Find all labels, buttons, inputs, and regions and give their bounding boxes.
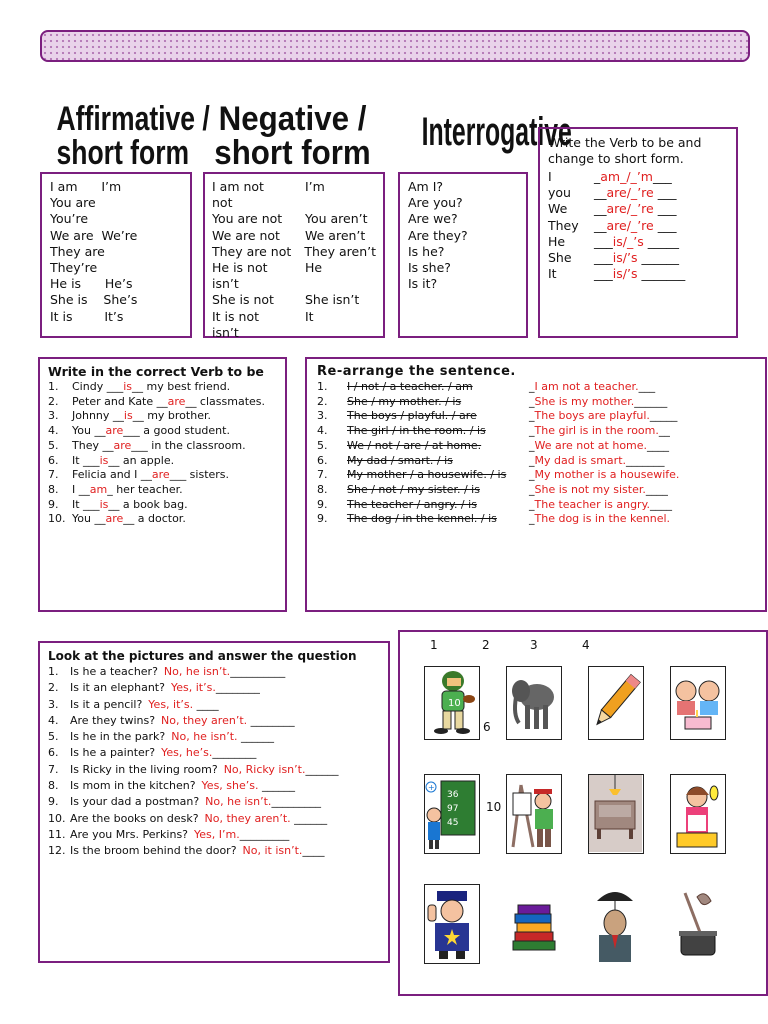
rearrange-item: 1. I / not / a teacher. / am _ I am not a teacher. ___ (317, 380, 656, 393)
answer: is (123, 409, 133, 423)
header-line: short form (56, 134, 190, 172)
picture-number-3: 3 (530, 638, 538, 652)
item-number: 4. (48, 424, 59, 438)
item-number: 4. (317, 424, 328, 438)
question-text: Is it a pencil? (70, 697, 143, 711)
pronoun: She (548, 250, 572, 266)
blank: _ (594, 169, 601, 184)
blank: ____ (650, 497, 673, 511)
short-form-answer: ’re (637, 201, 654, 217)
negative-full: You are not (212, 211, 283, 227)
answer: are (151, 468, 170, 482)
item-text: __ a book bag. (108, 497, 188, 511)
item-number: 2. (48, 394, 59, 408)
rearrange-item: 4. The girl / in the room. / is _ The girl is in the room. __ (317, 424, 670, 438)
question-item (48, 680, 380, 696)
blank: ___ (653, 185, 677, 201)
exercise-item (48, 395, 277, 410)
exercise-item (48, 483, 277, 498)
blank: __________ (230, 665, 286, 678)
exercise-item (48, 512, 277, 527)
question-item (48, 827, 380, 843)
blank: ________ (247, 713, 295, 727)
exercise-item (48, 409, 277, 424)
item-number: 6. (48, 746, 59, 760)
negative-header (205, 102, 380, 170)
answer: The dog is in the kennel. (534, 512, 671, 526)
blank: ____ (193, 697, 219, 711)
pronoun: I (548, 169, 552, 184)
exercise-item (48, 424, 277, 439)
answer: are (606, 201, 627, 217)
police-officer-picture (424, 884, 480, 964)
negative-full: isn’t (212, 276, 239, 292)
answer: No, they aren’t. (204, 811, 291, 825)
blank-separator: /_ (626, 201, 638, 217)
short-form-answer: ’re (637, 185, 654, 201)
question-item (48, 664, 380, 680)
svg-text:+: + (428, 783, 435, 792)
answer: Yes, it’s. (148, 697, 194, 711)
item-number: 6. (317, 453, 328, 467)
blank-separator: _/_ (620, 169, 637, 184)
item-number: 7. (48, 468, 59, 482)
verb-to-be-row (548, 185, 728, 201)
scrambled-sentence: My mother / a housewife. / is (347, 468, 507, 482)
woman-cooking-picture (670, 774, 726, 854)
header-line: Negative / (218, 100, 367, 138)
answer: are (606, 217, 627, 233)
answer: My mother is a housewife. (534, 468, 680, 482)
negative-row (212, 179, 376, 195)
answer: Yes, I’m. (194, 827, 240, 841)
item-text: ___ in the classroom. (131, 438, 246, 452)
scrambled-sentence: My dad / smart. / is (347, 453, 453, 467)
interrogative-line: Are you? (408, 195, 463, 211)
item-number: 2. (317, 394, 328, 408)
negative-full: He is not (212, 260, 268, 276)
item-text: ___ sisters. (169, 468, 230, 482)
negative-row (212, 276, 376, 292)
answer: She is my mother. (534, 394, 635, 408)
item-text: __ a doctor. (123, 512, 186, 526)
item-text: ___ a good student. (123, 424, 230, 438)
blank: ___ (638, 380, 656, 393)
negative-full: We are not (212, 227, 280, 243)
item-number: 11. (48, 827, 66, 841)
negative-full: She is not (212, 292, 274, 308)
verb-to-be-row (548, 201, 728, 217)
negative-full: They are not (212, 243, 292, 259)
pronoun: They (548, 217, 579, 233)
blank-separator: /_ (622, 233, 634, 249)
decorative-banner (40, 30, 750, 62)
exercise-item (48, 468, 277, 483)
blank-separator: / (622, 266, 627, 282)
blank: ______ (634, 394, 668, 408)
answer: are (606, 185, 627, 201)
answer: is (99, 497, 109, 511)
question-item (48, 713, 380, 729)
negative-short: She isn’t (305, 292, 360, 308)
blank: __ (594, 185, 607, 201)
twins-picture (670, 666, 726, 740)
negative-full: I am not (212, 179, 264, 194)
blank: ____ (647, 438, 670, 452)
short-form-answer: ’m (636, 169, 653, 184)
pronoun: It (548, 266, 557, 282)
blank: _______ (637, 266, 686, 282)
pronoun: He (548, 233, 566, 249)
answer: are (167, 394, 186, 408)
blank: ___ (652, 169, 672, 184)
question-item (48, 745, 380, 761)
item-number: 12. (48, 844, 66, 858)
item-number: 9. (48, 497, 59, 511)
item-number: 4. (48, 713, 59, 727)
rearrange-item: 8. She / not / my sister. / is _ She is not my sister. ____ (317, 482, 668, 496)
header-line: Interrogative (421, 110, 572, 154)
affirmative-line: They are (50, 243, 105, 259)
blank: ___ (653, 217, 677, 233)
answer: The boys are playful. (534, 409, 650, 423)
living-room-picture (588, 774, 644, 854)
blank: ______ (237, 730, 275, 744)
answer: are (105, 512, 124, 526)
negative-full: isn’t (212, 324, 239, 340)
interrogative-line: Is it? (408, 276, 438, 292)
item-number: 8. (48, 779, 59, 793)
pictures-question-box (38, 641, 390, 963)
blank: _________ (271, 795, 321, 809)
negative-full: not (212, 195, 233, 211)
answer: No, they aren’t. (161, 713, 248, 727)
item-number: 1. (48, 665, 59, 678)
answer: I am not a teacher. (534, 380, 639, 393)
short-form-answer: ’s (626, 250, 638, 266)
teacher-picture (424, 774, 480, 854)
negative-row (212, 260, 376, 276)
blank-separator: / (622, 250, 627, 266)
answer: are (105, 424, 124, 438)
item-number: 8. (317, 482, 328, 496)
affirmative-line: We are We’re (50, 227, 138, 243)
negative-short: He (305, 260, 323, 276)
item-text: They __ (72, 438, 114, 452)
item-number: 5. (317, 438, 328, 452)
negative-short: We aren’t (305, 227, 366, 243)
answer: No, he isn’t. (163, 665, 231, 678)
blank-separator: /_ (626, 217, 638, 233)
item-text: __ classmates. (185, 394, 266, 408)
blank: _________ (239, 827, 290, 841)
answer: The teacher is angry. (534, 497, 651, 511)
affirmative-line: It is It’s (50, 308, 124, 324)
pictures-panel (398, 630, 768, 996)
interrogative-box (398, 172, 528, 338)
exercise-item (48, 380, 277, 395)
verb-to-be-row (548, 250, 728, 266)
negative-short: I’m (305, 179, 325, 194)
answer: No, Ricky isn’t. (223, 762, 306, 776)
question-item (48, 729, 380, 745)
svg-text:36: 36 (447, 790, 459, 800)
item-number: 2. (48, 681, 59, 695)
negative-box (203, 172, 385, 338)
blank: ___ (594, 266, 613, 282)
scrambled-sentence: The boys / playful. / are (347, 409, 477, 423)
negative-row (212, 325, 376, 341)
pictures-question-title: Look at the pictures and answer the question (48, 649, 357, 663)
item-number: 8. (48, 482, 59, 496)
football-player-picture (424, 666, 480, 740)
rearrange-item: 3. The boys / playful. / are _ The boys are playful. _____ (317, 409, 678, 423)
item-text: You __ (72, 512, 106, 526)
item-text: _ her teacher. (107, 482, 183, 496)
question-text: Is he a teacher? (70, 665, 158, 678)
picture-number-10: 10 (486, 800, 502, 814)
question-text: Is the broom behind the door? (70, 844, 237, 858)
answer: Yes, he’s. (161, 746, 213, 760)
blank: ______ (258, 779, 295, 793)
picture-number-6: 6 (483, 720, 491, 734)
verb-to-be-row (548, 234, 728, 250)
rearrange-item: 2. She / my mother. / is _ She is my mother. ______ (317, 394, 668, 408)
blank-separator: /_ (626, 185, 638, 201)
exercise-item (48, 498, 277, 513)
affirmative-line: They’re (50, 260, 98, 276)
question-text: Are the books on desk? (70, 811, 199, 825)
item-text: __ an apple. (108, 453, 175, 467)
question-item (48, 811, 380, 827)
item-text: I __ (72, 482, 90, 496)
question-text: Is your dad a postman? (70, 795, 200, 809)
negative-full: It is not (212, 308, 259, 324)
broom-in-bucket-picture (670, 884, 726, 964)
correct-verb-box (38, 357, 287, 612)
blank: ____ (302, 844, 325, 858)
header-line: short form (214, 134, 371, 172)
item-number: 5. (48, 730, 59, 744)
scrambled-sentence: We / not / are / at home. (347, 438, 482, 452)
scrambled-sentence: She / my mother. / is (347, 394, 462, 408)
rearrange-item: 7. My mother / a housewife. / is _ My mother is a housewife. (317, 468, 680, 482)
item-text: Cindy ___ (72, 380, 124, 393)
blank: __ (658, 424, 670, 438)
verb-to-be-row (548, 266, 728, 282)
short-form-answer: ’s (633, 233, 644, 249)
rearrange-item: 6. My dad / smart. / is _ My dad is smart. _______ (317, 453, 665, 467)
question-item (48, 697, 380, 713)
pencil-picture (588, 666, 644, 740)
answer: My dad is smart. (534, 453, 627, 467)
exercise-item (48, 454, 277, 469)
affirmative-header (40, 100, 210, 172)
painter-picture (506, 774, 562, 854)
scrambled-sentence: The dog / in the kennel. / is (347, 512, 497, 526)
answer: am (89, 482, 108, 496)
scrambled-sentence: I / not / a teacher. / am (347, 380, 473, 393)
item-number: 9. (317, 497, 328, 511)
header-line: Affirmative / (56, 100, 210, 138)
item-number: 3. (48, 409, 59, 423)
affirmative-line: You are (50, 195, 96, 211)
item-text: It ___ (72, 497, 100, 511)
blank: ____ (645, 482, 668, 496)
answer: No, he isn’t. (171, 730, 238, 744)
item-number: 10. (48, 512, 66, 526)
scrambled-sentence: She / not / my sister. / is (347, 482, 480, 496)
item-number: 9. (48, 795, 59, 809)
answer: are (113, 438, 132, 452)
negative-row (212, 309, 376, 325)
blank: _____ (649, 409, 678, 423)
picture-number-2: 2 (482, 638, 490, 652)
scrambled-sentence: The girl / in the room. / is (347, 424, 486, 438)
answer: No, he isn’t. (205, 795, 272, 809)
question-item (48, 794, 380, 810)
question-item (48, 843, 380, 859)
negative-short: They aren’t (304, 243, 376, 259)
negative-row (212, 195, 376, 211)
blank: ___ (653, 201, 677, 217)
affirmative-line: I am I’m (50, 179, 122, 194)
verb-to-be-title-2: change to short form. (548, 151, 684, 166)
question-text: Are you Mrs. Perkins? (70, 827, 189, 841)
interrogative-header (395, 110, 572, 154)
rearrange-item: 5. We / not / are / at home. _ We are not at home. ____ (317, 438, 670, 452)
affirmative-box (40, 172, 192, 338)
verb-to-be-row (548, 169, 728, 185)
question-text: Is it an elephant? (70, 681, 165, 695)
answer: is (612, 250, 623, 266)
correct-verb-title: Write in the correct Verb to be (48, 364, 264, 379)
item-text: Peter and Kate __ (72, 394, 168, 408)
interrogative-line: Are we? (408, 211, 458, 227)
question-text: Is he in the park? (70, 730, 166, 744)
item-text: Felicia and I __ (72, 468, 152, 482)
negative-row (212, 228, 376, 244)
man-with-umbrella-picture (588, 884, 644, 964)
item-number: 7. (48, 762, 59, 776)
blank: _____ (643, 233, 679, 249)
answer: We are not at home. (534, 438, 648, 452)
blank: _______ (626, 453, 665, 467)
answer: am (600, 169, 621, 184)
svg-text:10: 10 (448, 698, 461, 709)
blank: ______ (305, 762, 339, 776)
negative-short: It (305, 308, 314, 324)
rearrange-title: Re-arrange the sentence. (317, 364, 516, 379)
item-text: It ___ (72, 453, 100, 467)
svg-text:97: 97 (447, 804, 459, 814)
verb-to-be-box (538, 127, 738, 338)
picture-number-1: 1 (430, 638, 438, 652)
negative-row (212, 244, 376, 260)
short-form-answer: ’s (626, 266, 638, 282)
elephant-picture (506, 666, 562, 740)
item-number: 5. (48, 438, 59, 452)
question-text: Is Ricky in the living room? (70, 762, 218, 776)
answer: The girl is in the room. (534, 424, 659, 438)
item-text: Johnny __ (72, 409, 124, 423)
interrogative-line: Am I? (408, 179, 444, 194)
pronoun: We (548, 201, 568, 217)
verb-to-be-title-1: Write the Verb to be and (548, 135, 702, 150)
scrambled-sentence: The teacher / angry. / is (347, 497, 477, 511)
answer: She is not my sister. (534, 482, 646, 496)
blank: ______ (637, 250, 679, 266)
verb-to-be-row (548, 218, 728, 234)
item-text: You __ (72, 424, 106, 438)
picture-number-4: 4 (582, 638, 590, 652)
rearrange-box (305, 357, 767, 612)
question-text: Is he a painter? (70, 746, 156, 760)
item-number: 9. (317, 512, 328, 526)
rearrange-item: 9. The teacher / angry. / is _ The teacher is angry. ____ (317, 497, 673, 511)
blank: __ (594, 201, 607, 217)
affirmative-line: You’re (50, 211, 89, 227)
item-text: __ my brother. (132, 409, 211, 423)
item-number: 3. (48, 697, 59, 711)
books-picture (506, 884, 562, 964)
item-number: 6. (48, 453, 59, 467)
negative-row (212, 211, 376, 227)
answer: Yes, she’s. (201, 779, 259, 793)
answer: is (612, 233, 623, 249)
item-number: 3. (317, 409, 328, 423)
svg-text:45: 45 (447, 818, 459, 828)
rearrange-item: 9. The dog / in the kennel. / is _ The dog is in the kennel. (317, 512, 671, 526)
blank: ________ (215, 681, 260, 695)
item-number: 7. (317, 468, 328, 482)
blank: ___ (594, 250, 613, 266)
item-text: __ my best friend. (132, 380, 231, 393)
interrogative-line: Are they? (408, 227, 468, 243)
blank: __ (594, 217, 607, 233)
interrogative-line: Is he? (408, 243, 445, 259)
pronoun: you (548, 185, 571, 201)
answer: Yes, it’s. (170, 681, 216, 695)
item-number: 10. (48, 811, 66, 825)
answer: is (123, 380, 132, 393)
answer: is (612, 266, 623, 282)
answer: No, it isn’t. (242, 844, 303, 858)
blank: ___ (594, 233, 613, 249)
short-form-answer: ’re (637, 217, 654, 233)
negative-row (212, 292, 376, 308)
interrogative-line: Is she? (408, 260, 451, 276)
exercise-item (48, 439, 277, 454)
blank: ________ (212, 746, 257, 760)
item-number: 1. (317, 380, 328, 393)
question-text: Are they twins? (70, 713, 156, 727)
answer: is (99, 453, 109, 467)
question-item (48, 762, 380, 778)
blank: ______ (290, 811, 328, 825)
question-item (48, 778, 380, 794)
question-text: Is mom in the kitchen? (70, 779, 196, 793)
affirmative-line: He is He’s (50, 276, 133, 292)
affirmative-line: She is She’s (50, 292, 138, 308)
negative-short: You aren’t (305, 211, 368, 227)
item-number: 1. (48, 380, 59, 393)
